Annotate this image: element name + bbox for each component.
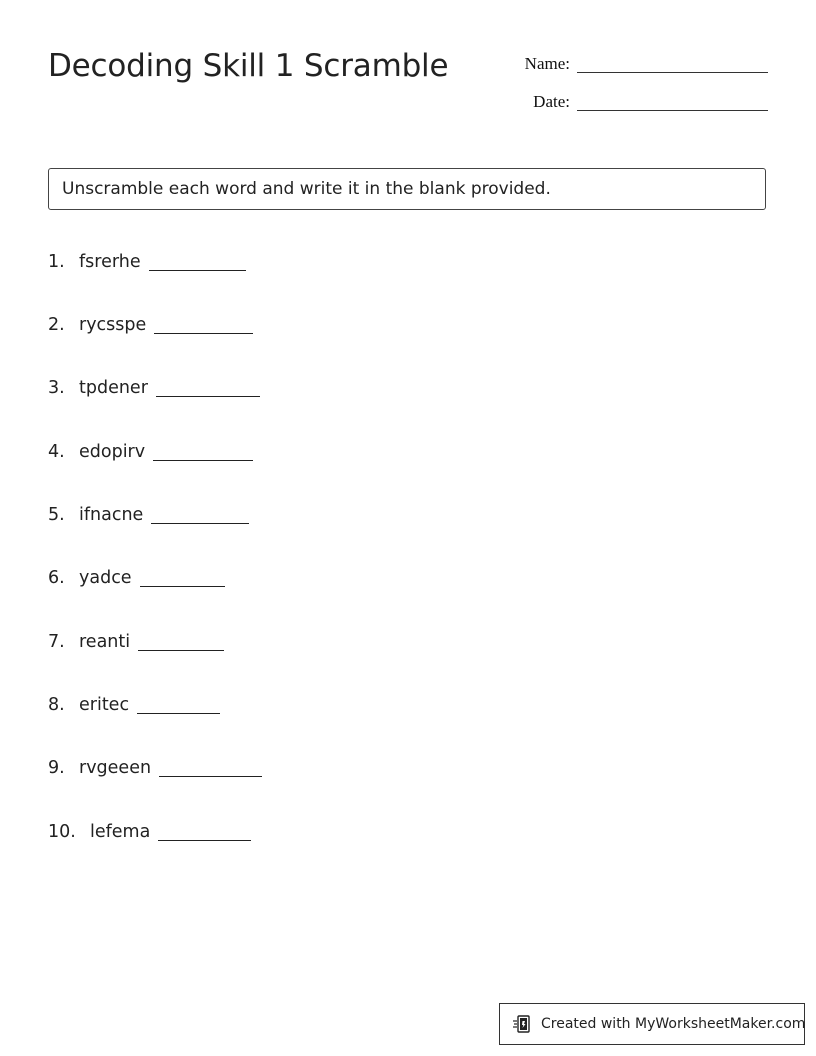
scrambled-word: rycsspe — [79, 315, 147, 335]
question-item — [48, 252, 246, 272]
question-item — [48, 695, 220, 715]
scrambled-word: lefema — [90, 822, 151, 842]
name-label: Name: — [524, 54, 570, 73]
question-number: 2. — [48, 315, 65, 335]
question-item — [48, 442, 253, 462]
question-number: 9. — [48, 758, 65, 778]
name-field — [510, 54, 768, 74]
question-item — [48, 505, 249, 525]
question-number: 3. — [48, 378, 65, 398]
question-item — [48, 378, 260, 398]
date-blank[interactable] — [577, 110, 768, 111]
question-number: 6. — [48, 568, 65, 588]
book-logo-icon — [512, 1013, 534, 1035]
question-item — [48, 822, 251, 842]
answer-blank[interactable] — [138, 650, 224, 651]
question-item — [48, 632, 224, 652]
question-number: 10. — [48, 822, 76, 842]
page-title: Decoding Skill 1 Scramble — [48, 48, 449, 84]
scrambled-word: yadce — [79, 568, 132, 588]
footer-badge[interactable] — [499, 1003, 805, 1045]
answer-blank[interactable] — [137, 713, 220, 714]
instructions-box: Unscramble each word and write it in the blank provided. — [48, 168, 766, 210]
scrambled-word: rvgeeen — [79, 758, 152, 778]
question-item — [48, 758, 262, 778]
answer-blank[interactable] — [151, 523, 249, 524]
answer-blank[interactable] — [158, 840, 251, 841]
scrambled-word: eritec — [79, 695, 130, 715]
answer-blank[interactable] — [156, 396, 260, 397]
question-number: 4. — [48, 442, 65, 462]
footer-text: Created with MyWorksheetMaker.com — [541, 1016, 806, 1032]
answer-blank[interactable] — [153, 460, 253, 461]
answer-blank[interactable] — [159, 776, 262, 777]
scrambled-word: edopirv — [79, 442, 146, 462]
date-label: Date: — [533, 92, 570, 111]
question-item — [48, 568, 225, 588]
date-field — [510, 92, 768, 112]
answer-blank[interactable] — [154, 333, 253, 334]
question-item — [48, 315, 253, 335]
scrambled-word: tpdener — [79, 378, 148, 398]
question-number: 1. — [48, 252, 65, 272]
scrambled-word: reanti — [79, 632, 131, 652]
answer-blank[interactable] — [140, 586, 225, 587]
question-number: 5. — [48, 505, 65, 525]
scrambled-word: fsrerhe — [79, 252, 141, 272]
answer-blank[interactable] — [149, 270, 246, 271]
scrambled-word: ifnacne — [79, 505, 144, 525]
name-blank[interactable] — [577, 72, 768, 73]
question-number: 8. — [48, 695, 65, 715]
question-number: 7. — [48, 632, 65, 652]
